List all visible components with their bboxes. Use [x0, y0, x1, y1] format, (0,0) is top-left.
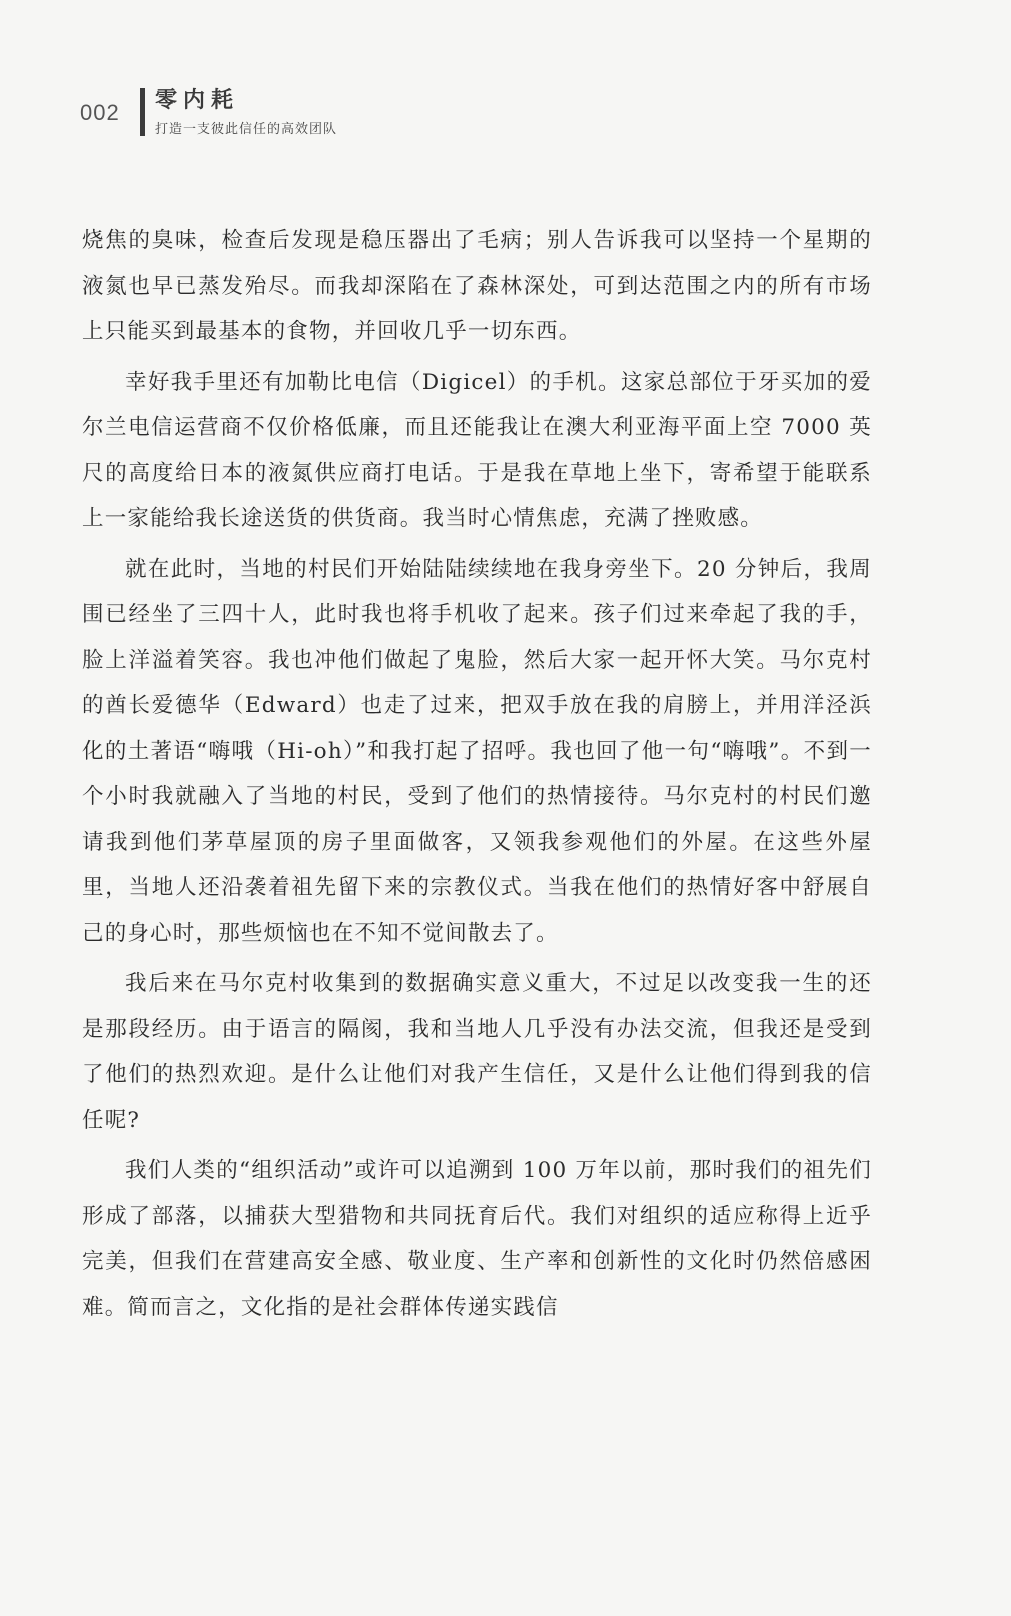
header-text: [155, 88, 337, 137]
paragraph: 我们人类的“组织活动”或许可以追溯到 100 万年以前，那时我们的祖先们形成了部落，以捕获大型猎物和共同抚育后代。我们对组织的适应称得上近乎完美，但我们在营建高安全感、敬业度、生产率和创新性的文化时仍然倍感困难。简而言之，文化指的是社会群体传递实践信: [82, 1158, 872, 1320]
page-number: 002: [80, 100, 120, 125]
running-header: [80, 88, 337, 140]
book-subtitle: 打造一支彼此信任的高效团队: [155, 122, 338, 137]
paragraph: 就在此时，当地的村民们开始陆陆续续地在我身旁坐下。20 分钟后，我周围已经坐了三四十人，此时我也将手机收了起来。孩子们过来牵起了我的手，脸上洋溢着笑容。我也冲他们做起了鬼脸，然后大家一起开怀大笑。马尔克村的酋长爱德华（Edward）也走了过来，把双手放在我的肩膀上，并用洋泾浜化的土著语“嗨哦（Hi-oh）”和我打起了招呼。我也回了他一句“嗨哦”。不到一个小时我就融入了当地的村民，受到了他们的热情接待。马尔克村的村民们邀请我到他们茅草屋顶的房子里面做客，又领我参观他们的外屋。在这些外屋里，当地人还沿袭着祖先留下来的宗教仪式。当我在他们的热情好客中舒展自己的身心时，那些烦恼也在不知不觉间散去了。: [82, 556, 872, 946]
body-text: [82, 218, 872, 1335]
book-title: 零内耗: [155, 88, 240, 113]
header-divider: [140, 88, 145, 136]
paragraph: 我后来在马尔克村收集到的数据确实意义重大，不过足以改变我一生的还是那段经历。由于语言的隔阂，我和当地人几乎没有办法交流，但我还是受到了他们的热烈欢迎。是什么让他们对我产生信任，又是什么让他们得到我的信任呢?: [82, 971, 872, 1133]
paragraph: 烧焦的臭味，检查后发现是稳压器出了毛病；别人告诉我可以坚持一个星期的液氮也早已蒸发殆尽。而我却深陷在了森林深处，可到达范围之内的所有市场上只能买到最基本的食物，并回收几乎一切东西。: [82, 228, 872, 344]
paragraph: 幸好我手里还有加勒比电信（Digicel）的手机。这家总部位于牙买加的爱尔兰电信运营商不仅价格低廉，而且还能我让在澳大利亚海平面上空 7000 英尺的高度给日本的液氮供应商打电话。于是我在草地上坐下，寄希望于能联系上一家能给我长途送货的供货商。我当时心情焦虑，充满了挫败感。: [82, 369, 872, 531]
